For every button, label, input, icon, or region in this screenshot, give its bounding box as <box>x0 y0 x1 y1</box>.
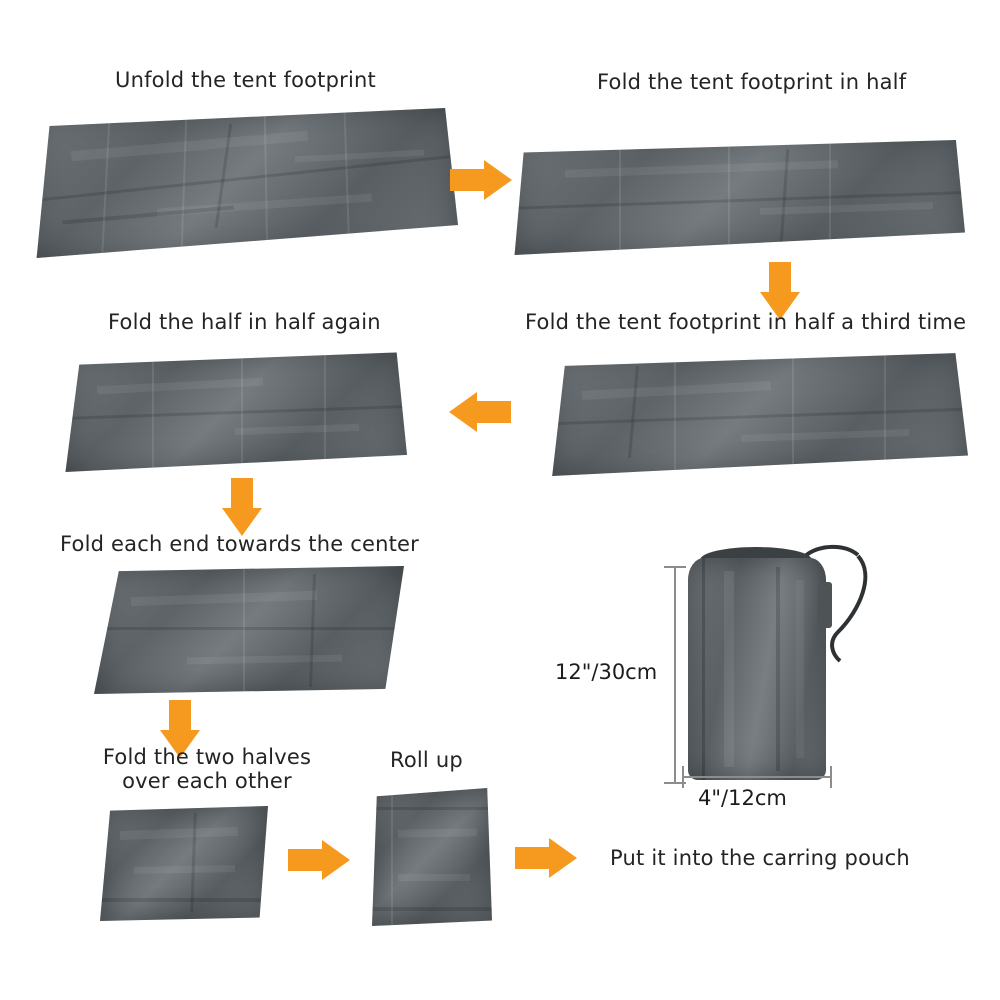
step-3-caption: Fold the tent footprint in half a third time <box>525 310 967 334</box>
step-2-illustration <box>510 130 965 255</box>
step-2-caption: Fold the tent footprint in half <box>597 70 907 94</box>
step-4-caption: Fold the half in half again <box>108 310 381 334</box>
pouch-width-label: 4"/12cm <box>698 786 787 810</box>
arrow-step1-to-step2 <box>450 160 516 200</box>
step-5-illustration <box>94 566 404 694</box>
arrow-step7-to-step8 <box>515 838 581 878</box>
height-dimension-line <box>674 566 676 784</box>
width-dimension-tick-left <box>682 766 684 788</box>
step-6-caption-line1: Fold the two halves <box>102 745 312 769</box>
arrow-step4-to-step5 <box>222 478 262 540</box>
step-6-caption-line2: over each other <box>122 769 292 793</box>
pouch-illustration <box>555 530 960 815</box>
footprint-folded-half <box>510 130 965 255</box>
width-dimension-line <box>682 776 832 778</box>
step-4-illustration <box>62 350 407 472</box>
footprint-unfolded <box>28 108 458 258</box>
footprint-ends-folded <box>94 566 404 694</box>
footprint-rolled <box>372 788 492 926</box>
height-dimension-tick-top <box>664 566 686 568</box>
step-1-caption: Unfold the tent footprint <box>115 68 376 92</box>
step-1-illustration <box>28 108 458 258</box>
footprint-folded-third <box>548 348 968 476</box>
footprint-halves-stacked <box>100 806 268 921</box>
step-8-caption: Put it into the carring pouch <box>610 846 910 870</box>
step-3-illustration <box>548 348 968 476</box>
pouch-body <box>688 558 826 780</box>
pouch-height-label: 12"/30cm <box>555 660 658 684</box>
step-5-caption: Fold each end towards the center <box>60 532 420 556</box>
width-dimension-tick-right <box>830 766 832 788</box>
pouch-side-tab <box>818 582 832 628</box>
arrow-step6-to-step7 <box>288 840 354 880</box>
arrow-step3-to-step4 <box>445 392 511 432</box>
step-7-illustration <box>372 788 492 926</box>
footprint-folded-quarter <box>62 350 407 472</box>
step-7-caption: Roll up <box>390 748 463 772</box>
step-6-illustration <box>100 806 268 921</box>
